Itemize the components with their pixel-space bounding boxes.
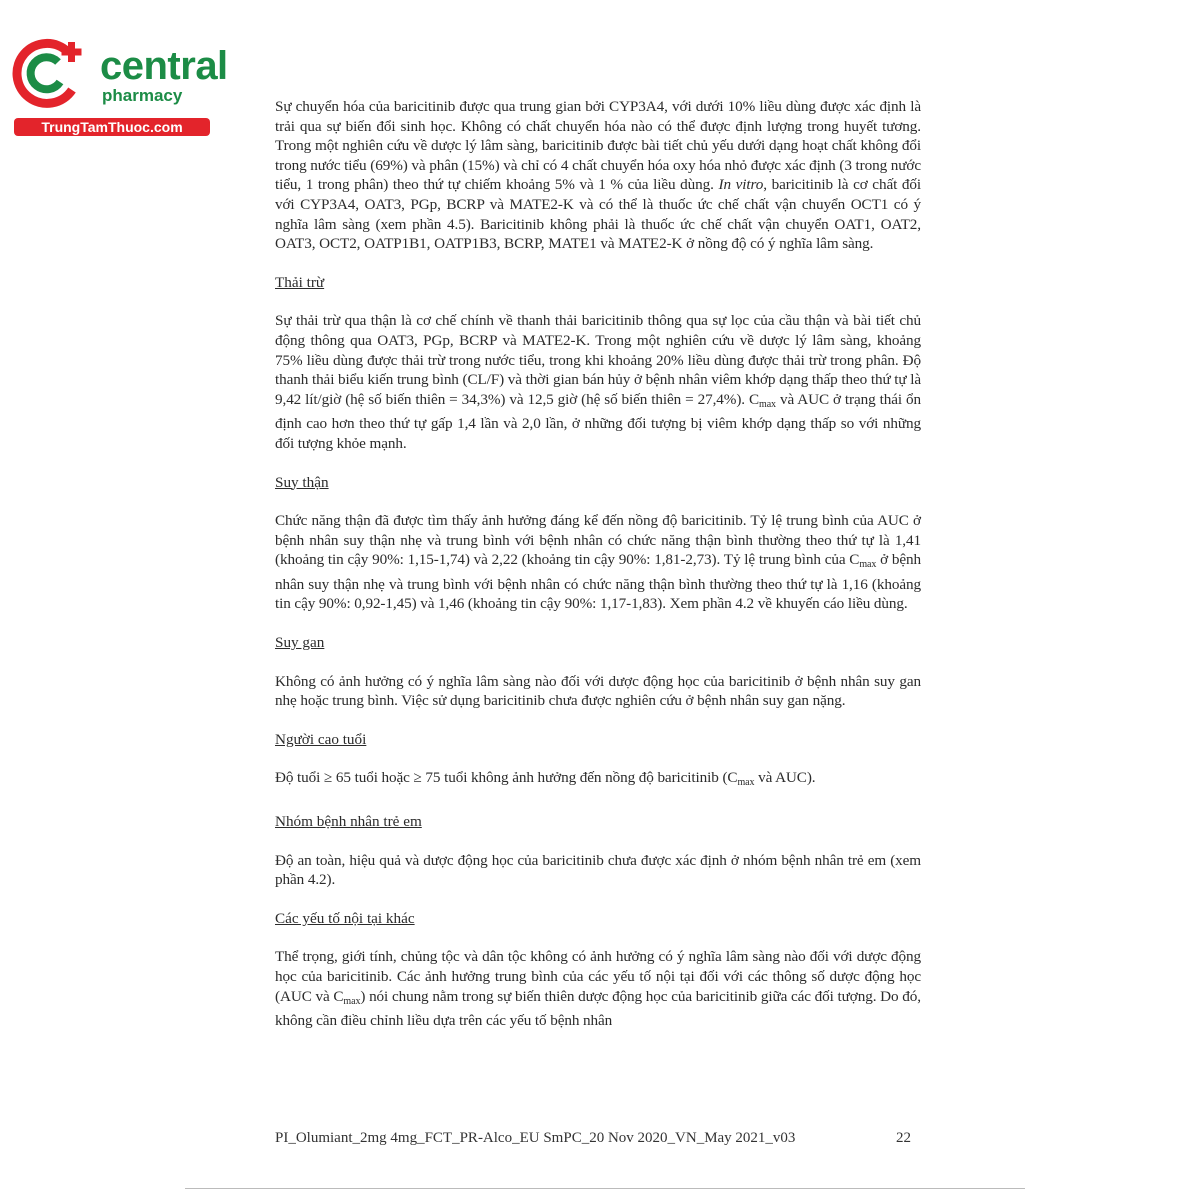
footer-filename: PI_Olumiant_2mg 4mg_FCT_PR-Alco_EU SmPC_20 Nov 2020_VN_May 2021_v03 <box>275 1130 796 1146</box>
hepatic-paragraph: Không có ảnh hưởng có ý nghĩa lâm sàng nào đối với dược động học của baricitinib ở bệnh nhân suy gan nhẹ hoặc trung bình. Việc sử dụng baricitinib chưa được nghiên cứu ở bệnh nhân suy gan nặng. <box>275 672 921 710</box>
elimination-paragraph: Sự thải trừ qua thận là cơ chế chính về thanh thải baricitinib thông qua sự lọc của cầu thận và bài tiết chủ động thông qua OAT3, PGp, BCRP và MATE2-K. Trong một nghiên cứu về dược lý lâm sàng, khoảng 75% liều dùng được thải trừ trong nước tiểu, trong khi khoảng 20% liều dùng được thải trừ trong phân. Độ thanh thải biểu kiến trung bình (CL/F) và thời gian bán hủy ở bệnh nhân viêm khớp dạng thấp theo thứ tự là 9,42 lít/giờ (hệ số biến thiên = 34,3%) và 12,5 giờ (hệ số biến thiên = 27,4%). $C_{max}$ và AUC ở trạng thái ổn định cao hơn theo thứ tự gấp 1,4 lần và 2,0 lần, ở những đối tượng bị viêm khớp dạng thấp so với những đối tượng khỏe mạnh. <box>275 312 921 452</box>
heading-renal-impairment: Suy thận <box>275 473 329 491</box>
heading-paediatric: Nhóm bệnh nhân trẻ em <box>275 813 422 831</box>
page-footer <box>275 1128 911 1148</box>
renal-paragraph: Chức năng thận đã được tìm thấy ảnh hưởng đáng kể đến nồng độ baricitinib. Tỷ lệ trung bình của AUC ở bệnh nhân suy thận nhẹ và trung bình với bệnh nhân có chức năng thận bình thường theo thứ tự là 1,41 (khoảng tin cậy 90%: 1,15-1,74) và 2,22 (khoảng tin cậy 90%: 1,81-2,73). Tỷ lệ trung bình của $C_{max}$ ở bệnh nhân suy thận nhẹ và trung bình với bệnh nhân có chức năng thận bình thường theo thứ tự là 1,16 (khoảng tin cậy 90%: 0,92-1,45) và 1,46 (khoảng tin cậy 90%: 1,17-1,83). Xem phần 4.2 về khuyến cáo liều dùng. <box>275 512 921 613</box>
logo-url-badge: TrungTamThuoc.com <box>14 118 210 136</box>
brand-logo <box>12 38 228 138</box>
paediatric-paragraph: Độ an toàn, hiệu quả và dược động học của baricitinib chưa được xác định ở nhóm bệnh nhân trẻ em (xem phần 4.2). <box>275 851 921 889</box>
heading-hepatic-impairment: Suy gan <box>275 634 325 652</box>
heading-other-intrinsic-factors: Các yếu tố nội tại khác <box>275 909 415 927</box>
page-number: 22 <box>896 1130 911 1146</box>
intrinsic-factors-paragraph: Thể trọng, giới tính, chủng tộc và dân tộc không có ảnh hưởng có ý nghĩa lâm sàng nào đối với dược động học của baricitinib. Các ảnh hưởng trung bình của các yếu tố nội tại đối với các thông số dược động học (AUC và $C_{max}$) nói chung nằm trong sự biến thiên dược động học của baricitinib giữa các đối tượng. Do đó, không cần điều chỉnh liều dựa trên các yếu tố bệnh nhân <box>275 948 921 1030</box>
elderly-paragraph: Độ tuổi ≥ 65 tuổi hoặc ≥ 75 tuổi không ảnh hưởng đến nồng độ baricitinib ($C_{max}$ và AUC). <box>275 769 816 789</box>
heading-elderly: Người cao tuổi <box>275 730 367 748</box>
heading-elimination: Thải trừ <box>275 273 325 291</box>
logo-subtitle: pharmacy <box>102 86 183 105</box>
logo-brand-name: central <box>100 44 228 88</box>
central-pharmacy-logo-icon <box>12 38 90 108</box>
bottom-divider <box>185 1188 1025 1189</box>
metabolism-paragraph: Sự chuyển hóa của baricitinib được qua trung gian bởi CYP3A4, với dưới 10% liều dùng được xác định là trải qua sự biến đổi sinh học. Không có chất chuyển hóa nào có thể được định lượng trong huyết tương. Trong một nghiên cứu về dược lý lâm sàng, baricitinib được bài tiết chủ yếu dưới dạng hoạt chất không đổi trong nước tiểu (69%) và phân (15%) và chỉ có 4 chất chuyển hóa oxy hóa nhỏ được xác định (3 trong nước tiểu, 1 trong phân) theo thứ tự chiếm khoảng 5% và 1 % của liều dùng. In vitro, baricitinib là cơ chất đối với CYP3A4, OAT3, PGp, BCRP và MATE2-K và có thể là thuốc ức chế chất vận chuyển OCT1 có ý nghĩa lâm sàng (xem phần 4.5). Baricitinib không phải là thuốc ức chế chất vận chuyển OAT1, OAT2, OAT3, OCT2, OATP1B1, OATP1B3, BCRP, MATE1 và MATE2-K ở nồng độ có ý nghĩa lâm sàng. <box>275 98 921 253</box>
document-body <box>275 97 921 1031</box>
